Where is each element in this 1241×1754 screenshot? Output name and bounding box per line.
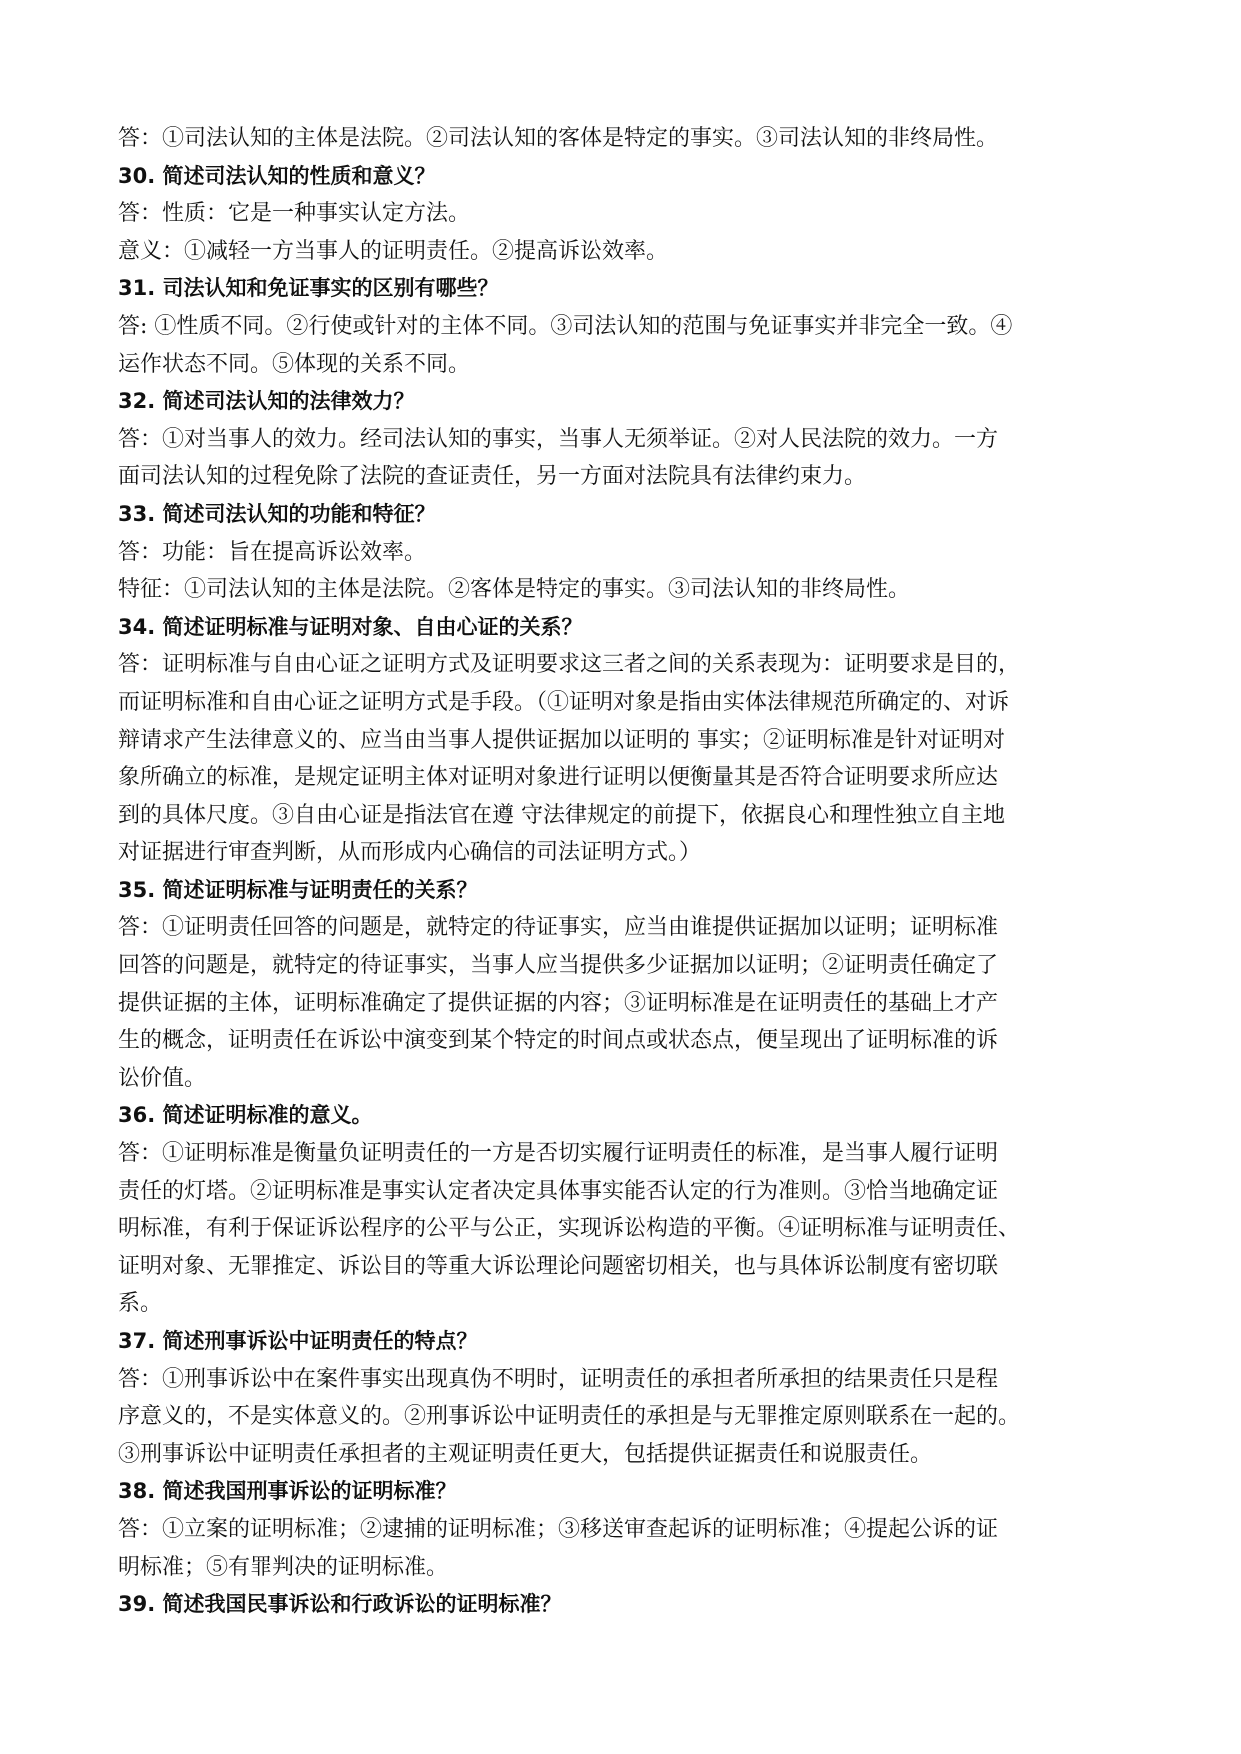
document-body xyxy=(118,120,1123,1624)
answer-line: 系。 xyxy=(118,1291,163,1317)
question-heading: 34. 简述证明标准与证明对象、自由心证的关系？ xyxy=(118,614,583,639)
answer-line: 运作状态不同。⑤体现的关系不同。 xyxy=(118,351,471,377)
answer-line: 明标准；⑤有罪判决的证明标准。 xyxy=(118,1554,449,1580)
answer-line: 答：①司法认知的主体是法院。②司法认知的客体是特定的事实。③司法认知的非终局性。 xyxy=(118,126,999,151)
answer-line: 答: ①性质不同。②行使或针对的主体不同。③司法认知的范围与免证事实并非完全一致。④ xyxy=(118,313,1013,339)
answer-line: 答：①证明标准是衡量负证明责任的一方是否切实履行证明责任的标准，是当事人履行证明 xyxy=(118,1141,999,1167)
answer-line: 讼价值。 xyxy=(118,1065,207,1091)
answer-line: 答：性质：它是一种事实认定方法。 xyxy=(118,201,471,227)
question-heading: 36. 简述证明标准的意义。 xyxy=(118,1103,373,1128)
answer-line: 意义：①减轻一方当事人的证明责任。②提高诉讼效率。 xyxy=(118,238,669,264)
question-heading: 38. 简述我国刑事诉讼的证明标准？ xyxy=(118,1479,457,1504)
answer-line: 到的具体尺度。③自由心证是指法官在遵 守法律规定的前提下，依据良心和理性独立自主地 xyxy=(118,802,1005,828)
answer-line: 对证据进行审查判断，从而形成内心确信的司法证明方式。） xyxy=(118,840,702,866)
question-heading: 33. 简述司法认知的功能和特征？ xyxy=(118,501,436,526)
answer-line: ③刑事诉讼中证明责任承担者的主观证明责任更大，包括提供证据责任和说服责任。 xyxy=(118,1441,933,1467)
answer-line: 生的概念，证明责任在诉讼中演变到某个特定的时间点或状态点，便呈现出了证明标准的诉 xyxy=(118,1028,999,1054)
answer-line: 答：①证明责任回答的问题是，就特定的待证事实，应当由谁提供证据加以证明；证明标准 xyxy=(118,915,999,941)
answer-line: 答：①立案的证明标准；②逮捕的证明标准；③移送审查起诉的证明标准；④提起公诉的证 xyxy=(118,1516,999,1542)
answer-line: 提供证据的主体，证明标准确定了提供证据的内容；③证明标准是在证明责任的基础上才产 xyxy=(118,990,999,1016)
answer-line: 面司法认知的过程免除了法院的查证责任，另一方面对法院具有法律约束力。 xyxy=(118,464,867,490)
answer-line: 答：功能：旨在提高诉讼效率。 xyxy=(118,539,427,565)
answer-line: 象所确立的标准，是规定证明主体对证明对象进行证明以便衡量其是否符合证明要求所应达 xyxy=(118,765,999,791)
question-heading: 31. 司法认知和免证事实的区别有哪些？ xyxy=(118,276,499,301)
answer-line: 答：证明标准与自由心证之证明方式及证明要求这三者之间的关系表现为：证明要求是目的， xyxy=(118,652,1021,678)
answer-line: 序意义的，不是实体意义的。②刑事诉讼中证明责任的承担是与无罪推定原则联系在一起的。 xyxy=(118,1404,1021,1430)
answer-line: 特征：①司法认知的主体是法院。②客体是特定的事实。③司法认知的非终局性。 xyxy=(118,577,911,603)
question-heading: 39. 简述我国民事诉讼和行政诉讼的证明标准？ xyxy=(118,1592,562,1617)
answer-line: 答：①对当事人的效力。经司法认知的事实，当事人无须举证。②对人民法院的效力。一方 xyxy=(118,426,999,452)
question-heading: 35. 简述证明标准与证明责任的关系？ xyxy=(118,877,478,902)
answer-line: 辩请求产生法律意义的、应当由当事人提供证据加以证明的 事实；②证明标准是针对证明对 xyxy=(118,727,1005,753)
answer-line: 而证明标准和自由心证之证明方式是手段。（①证明对象是指由实体法律规范所确定的、对诉 xyxy=(118,689,1010,715)
question-heading: 32. 简述司法认知的法律效力？ xyxy=(118,389,415,414)
question-heading: 37. 简述刑事诉讼中证明责任的特点？ xyxy=(118,1329,478,1353)
question-heading: 30. 简述司法认知的性质和意义？ xyxy=(118,163,436,188)
answer-line: 明标准，有利于保证诉讼程序的公平与公正，实现诉讼构造的平衡。④证明标准与证明责任、 xyxy=(118,1216,1021,1242)
answer-line: 答：①刑事诉讼中在案件事实出现真伪不明时，证明责任的承担者所承担的结果责任只是程 xyxy=(118,1366,999,1392)
answer-line: 证明对象、无罪推定、诉讼目的等重大诉讼理论问题密切相关，也与具体诉讼制度有密切联 xyxy=(118,1253,999,1279)
answer-line: 责任的灯塔。②证明标准是事实认定者决定具体事实能否认定的行为准则。③恰当地确定证 xyxy=(118,1178,999,1204)
answer-line: 回答的问题是，就特定的待证事实，当事人应当提供多少证据加以证明；②证明责任确定了 xyxy=(118,953,999,979)
